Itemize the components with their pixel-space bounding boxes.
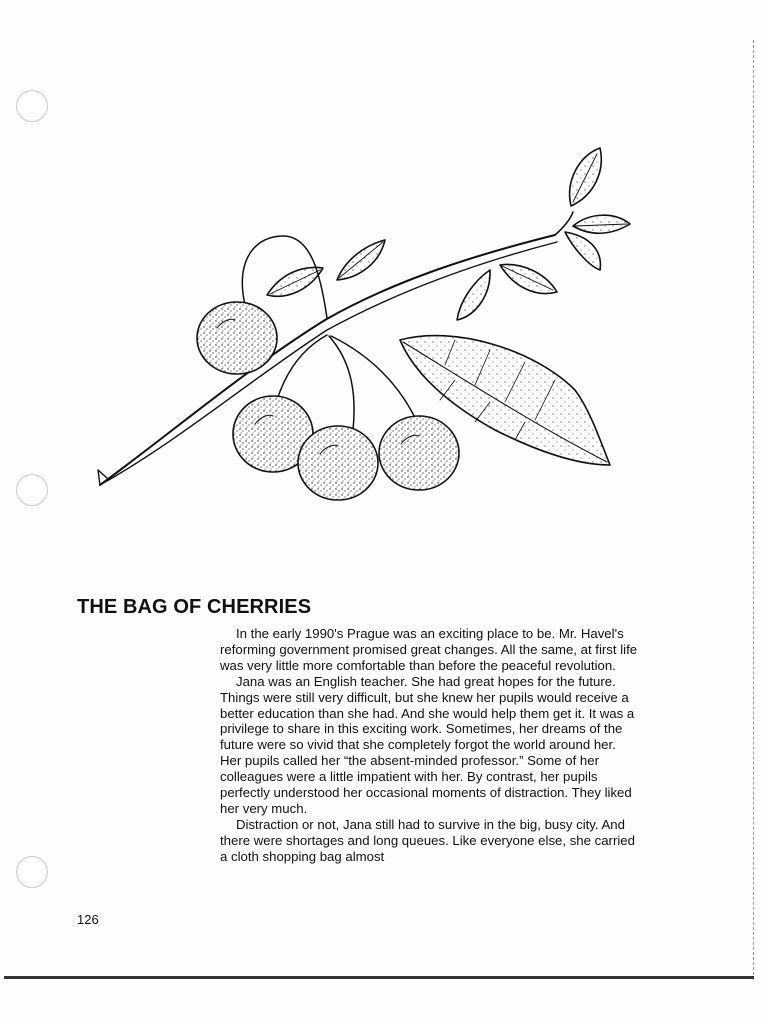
leaf-upper-1	[337, 240, 385, 280]
punch-hole	[16, 856, 48, 888]
leaf-top-3	[565, 232, 600, 270]
story-text	[220, 626, 640, 865]
cherry-1	[197, 302, 277, 374]
punch-hole	[16, 90, 48, 122]
leaf-mid-2	[457, 270, 490, 320]
cherry-4	[379, 416, 459, 490]
punch-hole	[16, 474, 48, 506]
page-number: 126	[77, 912, 99, 927]
paragraph: In the early 1990's Prague was an exciting place to be. Mr. Havel's reforming government promised great changes. All the same, at first life was very little more comfortable than before the peaceful revolution.	[220, 626, 638, 673]
page-edge-bottom	[4, 976, 754, 979]
paragraph: Jana was an English teacher. She had great hopes for the future. Things were still very difficult, but she knew her pupils would receive a better education than she had. And she would help them get it. It was a privilege to share in this exciting work. Sometimes, her dreams of the future were so vivid that she completely forgot the world around her. Her pupils called her “the absent-minded professor.” Some of her colleagues were a little impatient with her. By contrast, her pupils perfectly understood her occasional moments of distraction. They liked her very much.	[220, 673, 635, 816]
leaf-mid-1	[500, 264, 557, 293]
page-title: THE BAG OF CHERRIES	[77, 596, 312, 618]
cherry-3	[298, 426, 378, 500]
leaf-upper-2	[267, 267, 323, 296]
paragraph: Distraction or not, Jana still had to survive in the big, busy city. And there were shortages and long queues. Like everyone else, she carried a cloth shopping bag almost	[220, 816, 635, 864]
leaf-top-2	[573, 215, 630, 233]
page-edge-right	[751, 40, 754, 980]
cherry-branch-illustration	[95, 140, 635, 510]
leaf-top-1	[570, 148, 602, 206]
